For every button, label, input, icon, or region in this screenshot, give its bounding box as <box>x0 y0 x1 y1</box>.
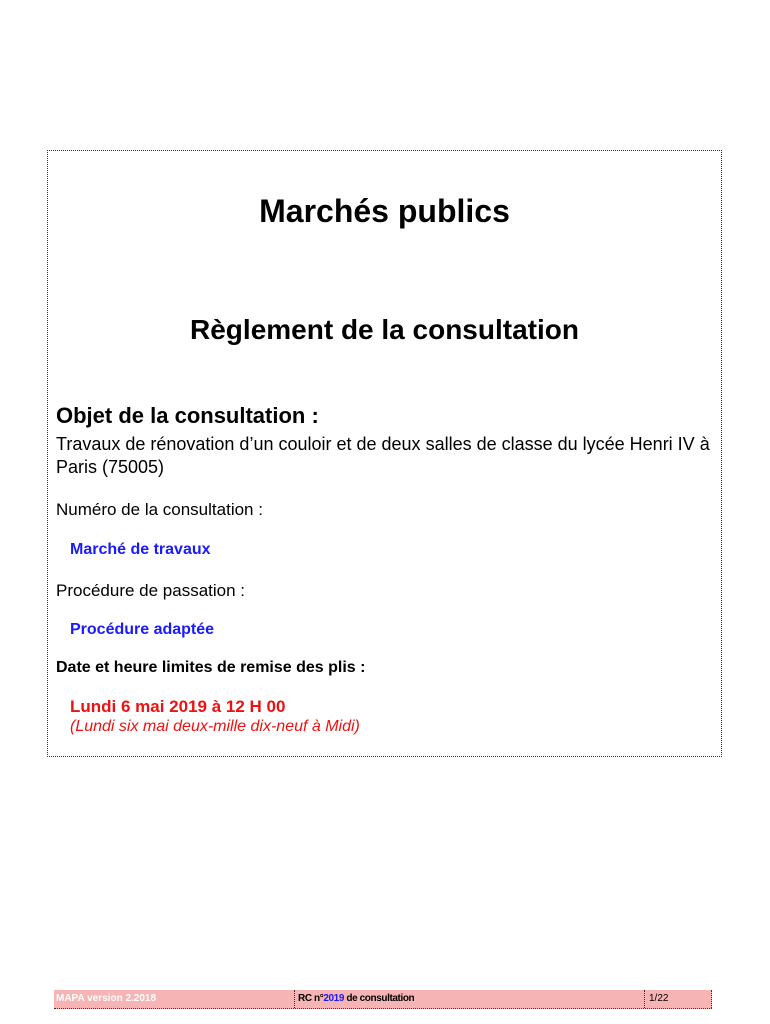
date-limite-label: Date et heure limites de remise des plis : <box>56 659 366 676</box>
footer-rc-suffix: de consultation <box>344 993 415 1004</box>
footer-rc-prefix: RC n° <box>298 993 324 1004</box>
date-limite-words: (Lundi six mai deux-mille dix-neuf à Midi) <box>70 718 360 735</box>
footer-rc-number: 2019 <box>323 993 344 1004</box>
footer-rc <box>294 990 414 1008</box>
numero-label: Numéro de la consultation : <box>56 500 263 519</box>
numero-value: Marché de travaux <box>70 541 211 558</box>
procedure-value: Procédure adaptée <box>70 621 215 638</box>
footer-page-number: 1/22 <box>644 990 668 1008</box>
date-limite-value: Lundi 6 mai 2019 à 12 H 00 <box>70 697 286 716</box>
footer-divider <box>711 990 712 1008</box>
procedure-label: Procédure de passation : <box>56 581 246 600</box>
objet-text: Travaux de rénovation d’un couloir et de deux salles de classe du lycée Henri IV à Paris (75005) <box>56 434 710 477</box>
document-title: Marchés publics <box>259 193 510 229</box>
page-footer <box>54 990 712 1009</box>
document-frame <box>47 150 722 757</box>
document-subtitle: Règlement de la consultation <box>190 314 579 345</box>
footer-version: MAPA version 2.2018 <box>56 993 157 1004</box>
objet-heading: Objet de la consultation : <box>56 403 319 428</box>
